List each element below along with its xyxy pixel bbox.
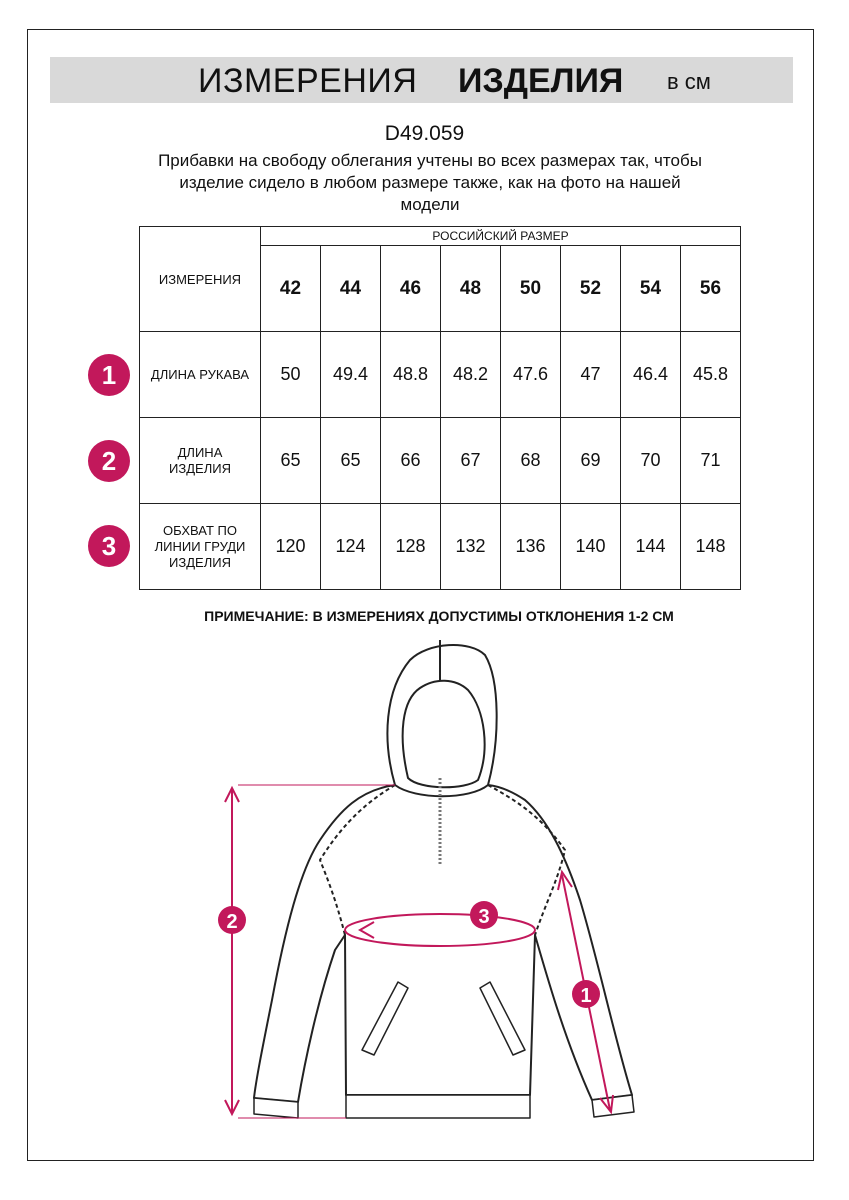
table-cell: 144 — [621, 504, 681, 590]
table-cell: 48.2 — [441, 332, 501, 418]
size-header: 50 — [501, 246, 561, 332]
measurements-header: ИЗМЕРЕНИЯ — [140, 227, 261, 332]
sleeve-marker-label: 1 — [580, 985, 592, 1007]
table-cell: 67 — [441, 418, 501, 504]
row-label-line: ИЗДЕЛИЯ — [169, 554, 231, 570]
table-row — [140, 504, 741, 590]
table-cell: 47 — [561, 332, 621, 418]
product-code: D49.059 — [384, 122, 465, 145]
table-cell: 65 — [261, 418, 321, 504]
row-badge-2: 2 — [88, 440, 130, 482]
table-cell: 66 — [381, 418, 441, 504]
row-label-sleeve-length — [140, 332, 261, 418]
size-group-header: РОССИЙСКИЙ РАЗМЕР — [261, 227, 741, 246]
table-cell: 47.6 — [501, 332, 561, 418]
title-banner — [50, 57, 793, 103]
table-cell: 70 — [621, 418, 681, 504]
table-cell: 68 — [501, 418, 561, 504]
fit-note — [110, 150, 750, 216]
row-label-chest-circumference — [140, 504, 261, 590]
row-label-line: ДЛИНА РУКАВА — [150, 366, 250, 382]
table-cell: 128 — [381, 504, 441, 590]
tolerance-note: ПРИМЕЧАНИЕ: В ИЗМЕРЕНИЯХ ДОПУСТИМЫ ОТКЛОНЕНИЯ 1-2 СМ — [204, 608, 674, 624]
table-cell: 140 — [561, 504, 621, 590]
chest-marker-label: 3 — [478, 906, 490, 928]
table-cell: 120 — [261, 504, 321, 590]
table-row — [140, 332, 741, 418]
table-cell: 48.8 — [381, 332, 441, 418]
table-cell: 46.4 — [621, 332, 681, 418]
table-cell: 49.4 — [321, 332, 381, 418]
row-badge-3: 3 — [88, 525, 130, 567]
size-header: 42 — [261, 246, 321, 332]
table-header-row — [140, 227, 741, 246]
row-label-line: ОБХВАТ ПО — [163, 522, 237, 538]
title-word-measurements: ИЗМЕРЕНИЯ — [198, 62, 418, 100]
size-header: 48 — [441, 246, 501, 332]
fit-note-line: изделие сидело в любом размере также, как на фото на нашей — [179, 173, 681, 192]
hoodie-diagram — [0, 630, 849, 1150]
table-cell: 50 — [261, 332, 321, 418]
table-cell: 71 — [681, 418, 741, 504]
size-table — [139, 226, 741, 590]
length-marker-label: 2 — [226, 911, 238, 933]
title-unit: в см — [667, 69, 711, 94]
table-row — [140, 418, 741, 504]
table-cell: 65 — [321, 418, 381, 504]
table-cell: 132 — [441, 504, 501, 590]
row-label-line: ДЛИНА — [177, 444, 223, 460]
table-cell: 136 — [501, 504, 561, 590]
fit-note-line: Прибавки на свободу облегания учтены во всех размерах так, чтобы — [158, 151, 702, 170]
size-header: 44 — [321, 246, 381, 332]
title-word-product: ИЗДЕЛИЯ — [458, 62, 624, 100]
row-label-garment-length — [140, 418, 261, 504]
hoodie-outline — [254, 640, 634, 1118]
table-cell: 69 — [561, 418, 621, 504]
table-cell: 148 — [681, 504, 741, 590]
size-header: 46 — [381, 246, 441, 332]
size-header: 56 — [681, 246, 741, 332]
row-label-line: ИЗДЕЛИЯ — [169, 460, 231, 476]
row-badge-1: 1 — [88, 354, 130, 396]
fit-note-line: модели — [400, 195, 460, 214]
size-header: 54 — [621, 246, 681, 332]
table-cell: 45.8 — [681, 332, 741, 418]
table-cell: 124 — [321, 504, 381, 590]
row-label-line: ЛИНИИ ГРУДИ — [154, 538, 246, 554]
size-header: 52 — [561, 246, 621, 332]
